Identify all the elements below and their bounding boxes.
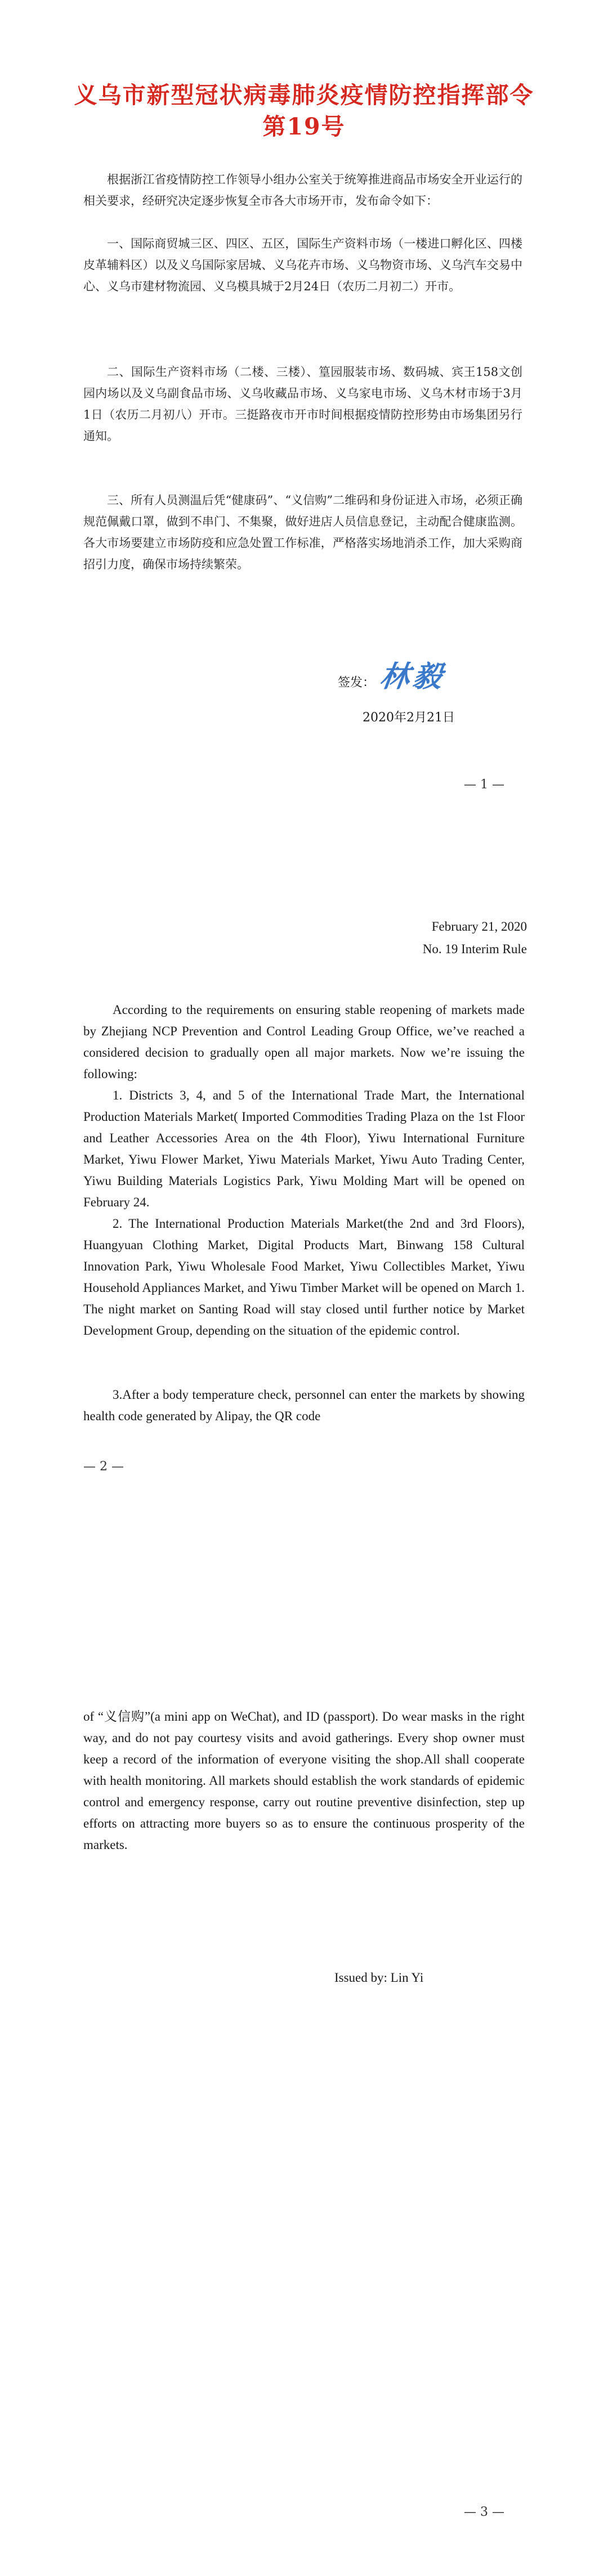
- rule-number: No. 19 Interim Rule: [422, 942, 527, 956]
- signature-label: 签发：: [338, 676, 375, 690]
- en-continuation-paragraph: of “义信购”(a mini app on WeChat), and ID (passport). Do wear masks in the right way, and do not pay courtesy visits and avoid gatherings. Every shop owner must keep a record of the information of everyone visiting the shop.All shall cooperate with health monitoring. All markets should establish the work standards of epidemic control and emergency response, carry out routine preventive disinfection, step up efforts on attracting more buyers so as to ensure the continuous prosperity of the markets.: [83, 1709, 525, 1852]
- en-item-three-paragraph: 3.After a body temperature check, personnel can enter the markets by showing health code generated by Alipay, the QR code: [83, 1388, 525, 1423]
- issued-by: Issued by: Lin Yi: [334, 1971, 424, 1985]
- item-two-paragraph: 二、国际生产资料市场（二楼、三楼）、篁园服装市场、数码城、宾王158文创园内场以及义乌副食品市场、义乌收藏品市场、义乌家电市场、义乌木材市场于3月1日（农历二月初八）开市。三挺路夜市开市时间根据疫情防控形势由市场集团另行通知。: [83, 365, 522, 443]
- document-number: 第19号: [262, 113, 346, 140]
- issue-date-cn: 2020年2月21日: [363, 711, 455, 725]
- handwritten-signature: 林毅: [378, 659, 448, 694]
- intro-paragraph: 根据浙江省疫情防控工作领导小组办公室关于统筹推进商品市场安全开业运行的相关要求，经研究决定逐步恢复全市各大市场开市，发布命令如下：: [83, 173, 522, 208]
- issue-date-en: February 21, 2020: [431, 919, 527, 934]
- en-item-one-paragraph: 1. Districts 3, 4, and 5 of the International Trade Mart, the International Production Materials Market( Imported Commodities Trading Plaza on the 1st Floor and Leather Accessories Area on the 4th Floor), Yiwu International Furniture Market, Yiwu Flower Market, Yiwu Materials Market, Yiwu Auto Trading Center, Yiwu Building Materials Logistics Park, Yiwu Molding Mart will be opened on February 24.: [83, 1088, 525, 1209]
- en-item-two-paragraph: 2. The International Production Materials Market(the 2nd and 3rd Floors), Huangyuan Clothing Market, Digital Products Mart, Binwang 158 Cultural Innovation Park, Yiwu Wholesale Food Market, Yiwu Collectibles Market, Yiwu Household Appliances Market, and Yiwu Timber Market will be opened on March 1. The night market on Santing Road will stay closed until further notice by Market Development Group, depending on the situation of the epidemic control.: [83, 1217, 525, 1338]
- en-intro-paragraph: According to the requirements on ensuring stable reopening of markets made by Zhejiang NCP Prevention and Control Leading Group Office, we’ve reached a considered decision to gradually open all major markets. Now we’re issuing the following:: [83, 1003, 525, 1081]
- item-one-paragraph: 一、国际商贸城三区、四区、五区，国际生产资料市场（一楼进口孵化区、四楼皮革辅料区）以及义乌国际家居城、义乌花卉市场、义乌物资市场、义乌汽车交易中心、义乌市建材物流园、义乌模具城于2月24日（农历二月初二）开市。: [83, 237, 522, 293]
- page-number-2: — 2 —: [83, 1460, 124, 1474]
- document-title: 义乌市新型冠状病毒肺炎疫情防控指挥部令: [74, 82, 534, 109]
- page-number-3: — 3 —: [464, 2505, 504, 2519]
- item-three-paragraph: 三、所有人员测温后凭“健康码”、“义信购”二维码和身份证进入市场，必须正确规范佩戴口罩，做到不串门、不集聚，做好进店人员信息登记，主动配合健康监测。各大市场要建立市场防疫和应急处置工作标准，严格落实场地消杀工作，加大采购商招引力度，确保市场持续繁荣。: [83, 493, 522, 571]
- page-number-1: — 1 —: [464, 778, 504, 792]
